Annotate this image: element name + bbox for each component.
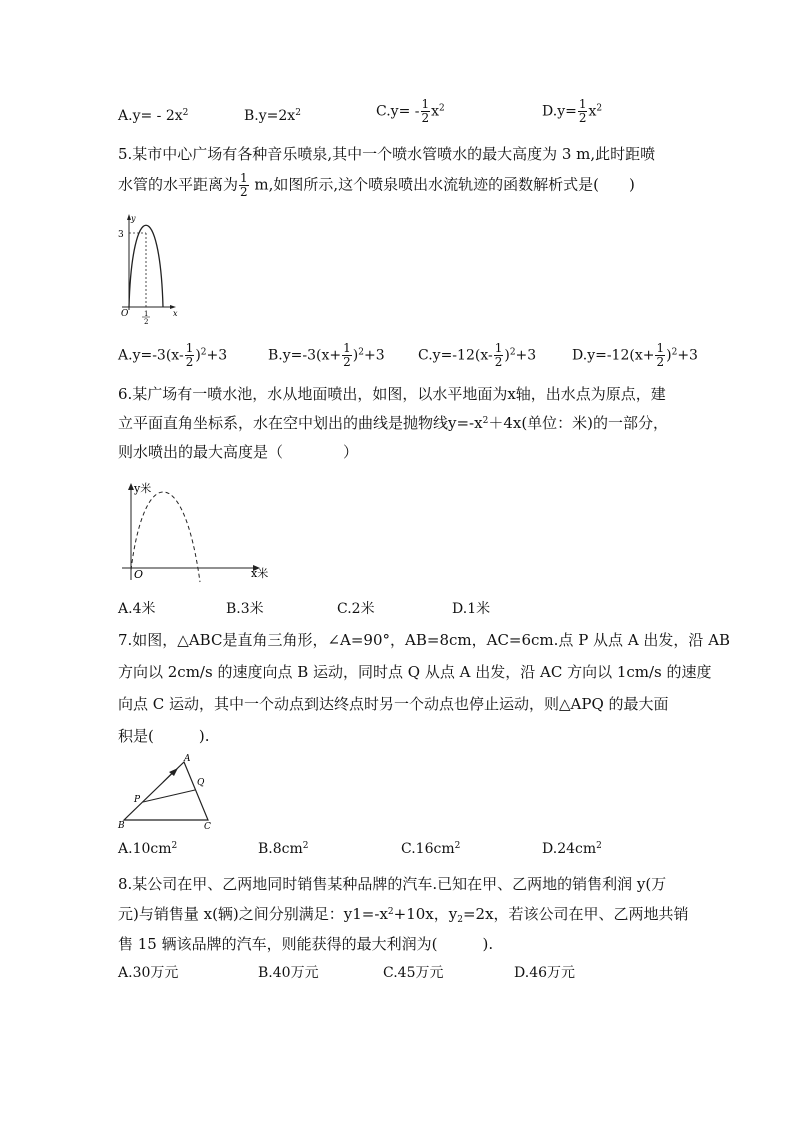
fraction-numerator: 1 (240, 171, 248, 185)
option-letter: C. (383, 965, 398, 981)
q7-option-b[interactable] (258, 839, 309, 859)
stem-text: +10x，y (393, 905, 458, 923)
q8-stem-line2 (118, 904, 689, 924)
option-text: 46万元 (529, 965, 576, 981)
q7-option-d[interactable] (542, 839, 602, 859)
q6-option-d[interactable] (452, 599, 490, 619)
fraction-denominator: 2 (494, 355, 503, 369)
segment-pq (143, 790, 195, 802)
option-letter: A. (118, 965, 133, 981)
option-letter: A. (118, 841, 133, 857)
fraction-denominator: 2 (421, 111, 430, 125)
option-expression: y=-3(x- (132, 347, 184, 364)
q6-stem-line2 (118, 413, 668, 433)
option-text: 40万元 (272, 965, 319, 981)
q7-option-c[interactable] (401, 839, 460, 859)
option-expression: y= - 2x (132, 108, 183, 124)
option-text: 1米 (467, 601, 491, 617)
exponent: 2 (171, 841, 178, 851)
option-expression: y=2x (258, 108, 296, 124)
q6-stem-line3: 则水喷出的最大高度是（ ） (118, 443, 359, 461)
option-text: 8cm (272, 841, 303, 857)
q8-option-b[interactable] (258, 963, 319, 983)
q4-option-c[interactable] (376, 98, 445, 125)
exponent: 2 (200, 347, 207, 358)
fraction (655, 342, 665, 369)
option-expression-tail: +3 (206, 347, 228, 364)
fraction (494, 342, 504, 369)
option-letter: C. (337, 601, 352, 617)
q4-option-b[interactable] (244, 106, 301, 126)
option-text: 10cm (132, 841, 172, 857)
option-letter: A. (118, 108, 133, 124)
q8-option-a[interactable] (118, 963, 178, 983)
fraction (185, 342, 195, 369)
option-text: 2米 (351, 601, 375, 617)
q5-fountain-graph (116, 212, 186, 327)
q8-option-d[interactable] (514, 963, 575, 983)
subscript: 2 (457, 915, 463, 925)
point-p-label: P (134, 795, 141, 805)
stem-text: ＋4x(单位：米)的一部分， (488, 414, 669, 432)
q5-option-d[interactable] (572, 342, 698, 369)
q5-stem-line1: 5.某市中心广场有各种音乐喷泉,其中一个喷水管喷水的最大高度为 3 m,此时距喷 (118, 145, 656, 163)
q8-option-c[interactable] (383, 963, 444, 983)
peak-height-label: 3 (118, 230, 124, 240)
triangle-abc (124, 762, 208, 820)
peak-x-denominator: 2 (144, 318, 149, 326)
fraction-denominator: 2 (185, 355, 194, 369)
exponent: 2 (596, 103, 603, 114)
option-letter: D. (542, 103, 558, 120)
exponent: 2 (182, 108, 189, 118)
vertex-c-label: C (204, 822, 211, 830)
option-expression-tail: +3 (363, 347, 385, 364)
q6-fountain-graph (116, 478, 278, 586)
stem-text: m,如图所示,这个喷泉喷出水流轨迹的函数解析式是( ) (249, 175, 635, 194)
option-expression-tail: ) (195, 347, 201, 364)
option-letter: D. (452, 601, 468, 617)
fraction-numerator: 1 (185, 341, 194, 355)
option-letter: B. (226, 601, 241, 617)
exponent: 2 (509, 347, 516, 358)
q7-triangle-figure (116, 754, 220, 830)
option-letter: D. (542, 841, 558, 857)
option-expression-tail: x (588, 103, 597, 120)
q4-option-d[interactable] (542, 98, 602, 125)
option-expression: y=-12(x- (432, 347, 493, 364)
stem-text: 水管的水平距离为 (118, 175, 239, 194)
fraction-denominator: 2 (578, 111, 587, 125)
fraction-denominator: 2 (656, 355, 665, 369)
option-expression-tail: x (431, 103, 440, 120)
fraction (342, 342, 352, 369)
origin-label: O (134, 568, 144, 581)
option-expression: y= (557, 103, 577, 120)
option-letter: C. (376, 103, 391, 120)
q5-option-c[interactable] (418, 342, 536, 369)
x-axis-label: x米 (251, 567, 269, 580)
option-expression: y=-3(x+ (282, 347, 342, 364)
fraction-denominator: 2 (343, 355, 351, 369)
option-expression: y= - (390, 103, 420, 120)
exponent: 2 (387, 907, 394, 917)
fraction-numerator: 1 (343, 341, 351, 355)
q7-stem-line1: 7.如图，△ABC是直角三角形，∠A=90°，AB=8cm，AC=6cm.点 P 从点 A 出发，沿 AB (118, 631, 731, 649)
exponent: 2 (596, 841, 602, 851)
fraction-numerator: 1 (421, 97, 430, 111)
option-text: 45万元 (397, 965, 444, 981)
option-expression-tail: ) (666, 347, 672, 364)
q7-stem-line3: 向点 C 运动，其中一个动点到达终点时另一个动点也停止运动，则△APQ 的最大面 (118, 695, 669, 713)
option-expression-tail: ) (504, 347, 510, 364)
q6-option-c[interactable] (337, 599, 375, 619)
stem-text: 立平面直角坐标系，水在空中划出的曲线是抛物线y=-x (118, 414, 483, 432)
vertex-a-label: A (184, 754, 191, 764)
y-axis-label: y米 (134, 482, 152, 495)
q5-stem-line2 (118, 172, 635, 199)
option-text: 30万元 (132, 965, 179, 981)
origin-label: O (121, 309, 129, 319)
q8-stem-line3: 售 15 辆该品牌的汽车，则能获得的最大利润为( ). (118, 935, 494, 953)
option-letter: B. (258, 841, 273, 857)
option-expression-tail: +3 (515, 347, 537, 364)
option-letter: A. (118, 601, 133, 617)
fraction-numerator: 1 (656, 341, 665, 355)
q6-option-b[interactable] (226, 599, 264, 619)
fraction (239, 172, 249, 199)
option-text: 24cm (557, 841, 597, 857)
exponent: 2 (295, 108, 301, 118)
option-letter: D. (514, 965, 530, 981)
option-letter: D. (572, 347, 588, 364)
option-letter: B. (258, 965, 273, 981)
q6-stem-line1: 6.某广场有一喷水池，水从地面喷出，如图，以水平地面为x轴，出水点为原点，建 (118, 385, 666, 403)
q4-option-a[interactable] (118, 106, 188, 126)
exponent: 2 (302, 841, 309, 851)
q6-option-a[interactable] (118, 599, 155, 619)
y-axis-label: y (131, 214, 136, 223)
exponent: 2 (482, 416, 489, 426)
exponent: 2 (439, 103, 445, 114)
stem-text: 元)与销售量 x(辆)之间分别满足：y1=-x (118, 905, 388, 923)
vertex-b-label: B (118, 821, 125, 830)
option-text: 16cm (415, 841, 455, 857)
exponent: 2 (358, 347, 364, 358)
fraction-numerator: 1 (578, 97, 587, 111)
q8-stem-line1: 8.某公司在甲、乙两地同时销售某种品牌的汽车.已知在甲、乙两地的销售利润 y(万 (118, 875, 667, 893)
option-expression: y=-12(x+ (587, 347, 655, 364)
q7-option-a[interactable] (118, 839, 177, 859)
exponent: 2 (671, 347, 678, 358)
q5-option-a[interactable] (118, 342, 227, 369)
q7-stem-line4: 积是( ). (118, 727, 210, 745)
stem-text: =2x，若该公司在甲、乙两地共销 (462, 905, 689, 923)
option-letter: C. (401, 841, 416, 857)
option-text: 3米 (240, 601, 264, 617)
option-letter: B. (268, 347, 283, 364)
option-letter: B. (244, 108, 259, 124)
fraction (421, 98, 431, 125)
q7-stem-line2: 方向以 2cm/s 的速度向点 B 运动，同时点 Q 从点 A 出发，沿 AC 方向以 1cm/s 的速度 (118, 663, 712, 681)
peak-x-numerator: 1 (144, 310, 149, 318)
option-expression-tail: +3 (677, 347, 698, 364)
option-text: 4米 (132, 601, 156, 617)
option-expression-tail: ) (352, 347, 359, 364)
fraction-numerator: 1 (494, 341, 503, 355)
fraction-denominator: 2 (240, 185, 248, 199)
fraction (578, 98, 588, 125)
option-letter: C. (418, 347, 433, 364)
q5-option-b[interactable] (268, 342, 385, 369)
point-q-label: Q (197, 778, 205, 788)
x-axis-label: x (173, 309, 178, 318)
option-letter: A. (118, 347, 133, 364)
exponent: 2 (454, 841, 461, 851)
